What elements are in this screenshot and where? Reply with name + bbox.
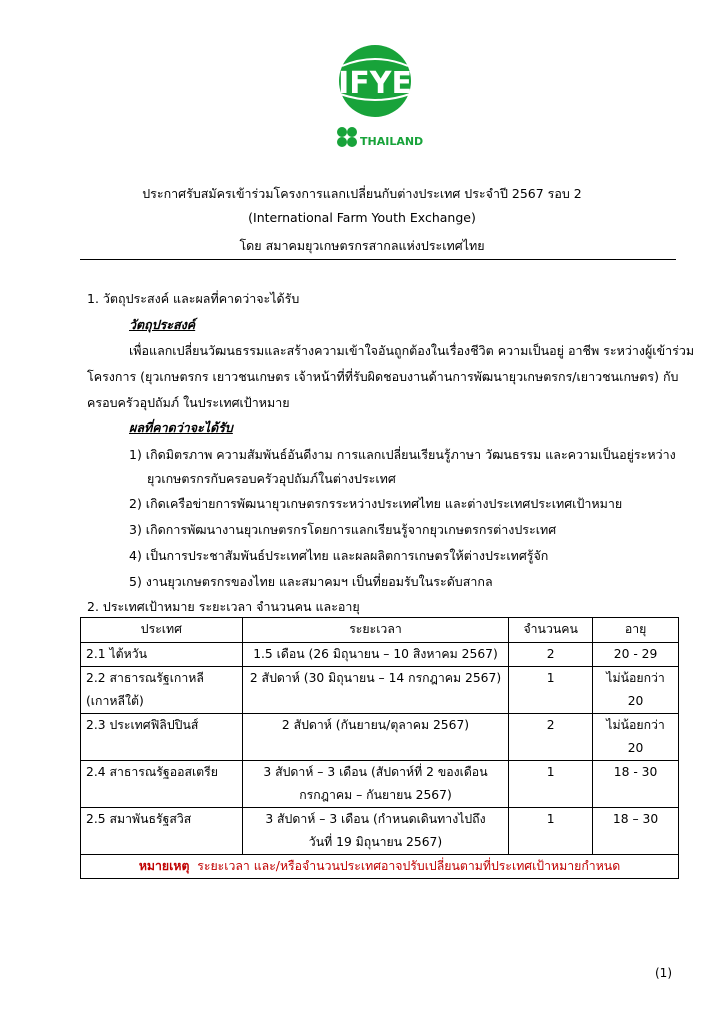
logo-acronym: IFYE: [338, 66, 412, 101]
note-label: หมายเหตุ: [138, 859, 190, 873]
result-item: ยุวเกษตรกรกับครอบครัวอุปถัมภ์ในต่างประเทศ: [147, 471, 396, 486]
people-cell: 1: [509, 808, 593, 855]
country-line: (เกาหลีใต้): [86, 694, 144, 708]
result-item: 5) งานยุวเกษตรกรของไทย และสมาคมฯ เป็นที่ยอมรับในระดับสากล: [129, 574, 493, 589]
objective-label: วัตถุประสงค์: [129, 317, 196, 332]
result-item: 1) เกิดมิตรภาพ ความสัมพันธ์อันดีงาม การแลกเปลี่ยนเรียนรู้ภาษา วัฒนธรรม และความเป็นอยู่ระหว่าง: [129, 447, 676, 462]
section1-heading: 1. วัตถุประสงค์ และผลที่คาดว่าจะได้รับ: [87, 291, 300, 306]
country-cell: [81, 667, 243, 714]
table-header-row: [81, 618, 679, 643]
duration-line: 3 สัปดาห์ – 3 เดือน (สัปดาห์ที่ 2 ของเดือน: [263, 765, 488, 779]
column-header: จำนวนคน: [509, 618, 593, 643]
age-cell: 18 - 30: [593, 761, 679, 808]
duration-line: 1.5 เดือน (26 มิถุนายน – 10 สิงหาคม 2567): [253, 647, 498, 661]
country-line: 2.5 สมาพันธรัฐสวิส: [86, 812, 192, 826]
result-item: 3) เกิดการพัฒนางานยุวเกษตรกรโดยการแลกเรียนรู้จากยุวเกษตรกรต่างประเทศ: [129, 522, 557, 537]
table-row: [81, 808, 679, 855]
duration-line: 2 สัปดาห์ (กันยายน/ตุลาคม 2567): [281, 718, 470, 732]
column-header: ประเทศ: [81, 618, 243, 643]
people-cell: 2: [509, 643, 593, 667]
duration-line: กรกฎาคม – กันยายน 2567): [299, 788, 452, 802]
results-label: ผลที่คาดว่าจะได้รับ: [129, 420, 233, 435]
objective-line: ครอบครัวอุปถัมภ์ ในประเทศเป้าหมาย: [87, 395, 290, 410]
age-cell: 20 - 29: [593, 643, 679, 667]
table-row: [81, 643, 679, 667]
country-line: 2.1 ไต้หวัน: [86, 647, 148, 661]
header-divider: [80, 259, 676, 260]
note-text: ระยะเวลา และ/หรือจำนวนประเทศอาจปรับเปลี่ยนตามที่ประเทศเป้าหมายกำหนด: [197, 859, 621, 873]
duration-line: วันที่ 19 มิถุนายน 2567): [308, 835, 443, 849]
section2-heading: 2. ประเทศเป้าหมาย ระยะเวลา จำนวนคน และอายุ: [87, 599, 360, 614]
country-cell: [81, 714, 243, 761]
duration-line: 3 สัปดาห์ – 3 เดือน (กำหนดเดินทางไปถึง: [265, 812, 486, 826]
country-cell: [81, 761, 243, 808]
logo-country: THAILAND: [360, 135, 424, 148]
four-h-clover-icon: [337, 127, 357, 147]
duration-cell: [242, 761, 508, 808]
ifye-thailand-logo: [320, 44, 430, 152]
objective-line: โครงการ (ยุวเกษตรกร เยาวชนเกษตร เจ้าหน้าที่ที่รับผิดชอบงานด้านการพัฒนายุวเกษตรกร/เยาวชนเกษตร) กับ: [87, 369, 679, 384]
announcement-title: ประกาศรับสมัครเข้าร่วมโครงการแลกเปลี่ยนกับต่างประเทศ ประจำปี 2567 รอบ 2: [142, 186, 582, 201]
country-cell: [81, 643, 243, 667]
result-item: 4) เป็นการประชาสัมพันธ์ประเทศไทย และผลผลิตการเกษตรให้ต่างประเทศรู้จัก: [129, 548, 549, 563]
result-item: 2) เกิดเครือข่ายการพัฒนายุวเกษตรกรระหว่างประเทศไทย และต่างประเทศประเทศเป้าหมาย: [129, 496, 623, 511]
page-number: (1): [655, 966, 672, 980]
people-cell: 1: [509, 761, 593, 808]
organizer-line: โดย สมาคมยุวเกษตรกรสากลแห่งประเทศไทย: [239, 238, 485, 253]
country-line: 2.4 สาธารณรัฐออสเตรีย: [86, 765, 218, 779]
country-line: 2.3 ประเทศฟิลิปปินส์: [86, 718, 199, 732]
duration-cell: [242, 643, 508, 667]
people-cell: 2: [509, 714, 593, 761]
program-english-name: (International Farm Youth Exchange): [248, 210, 476, 225]
age-cell: ไม่น้อยกว่า 20: [593, 714, 679, 761]
column-header: อายุ: [593, 618, 679, 643]
table-row: [81, 667, 679, 714]
country-cell: [81, 808, 243, 855]
table-row: [81, 761, 679, 808]
table-row: [81, 714, 679, 761]
duration-cell: [242, 667, 508, 714]
table-note-row: [81, 855, 679, 879]
duration-line: 2 สัปดาห์ (30 มิถุนายน – 14 กรกฎาคม 2567): [249, 671, 502, 685]
duration-cell: [242, 714, 508, 761]
age-cell: 18 – 30: [593, 808, 679, 855]
table-note: [81, 855, 679, 879]
country-line: 2.2 สาธารณรัฐเกาหลี: [86, 671, 204, 685]
duration-cell: [242, 808, 508, 855]
objective-line: เพื่อแลกเปลี่ยนวัฒนธรรมและสร้างความเข้าใจอันถูกต้องในเรื่องชีวิต ความเป็นอยู่ อาชีพ ระหว่างผู้เข้าร่วม: [129, 343, 695, 358]
column-header: ระยะเวลา: [242, 618, 508, 643]
people-cell: 1: [509, 667, 593, 714]
age-cell: ไม่น้อยกว่า 20: [593, 667, 679, 714]
target-countries-table: [80, 617, 679, 879]
